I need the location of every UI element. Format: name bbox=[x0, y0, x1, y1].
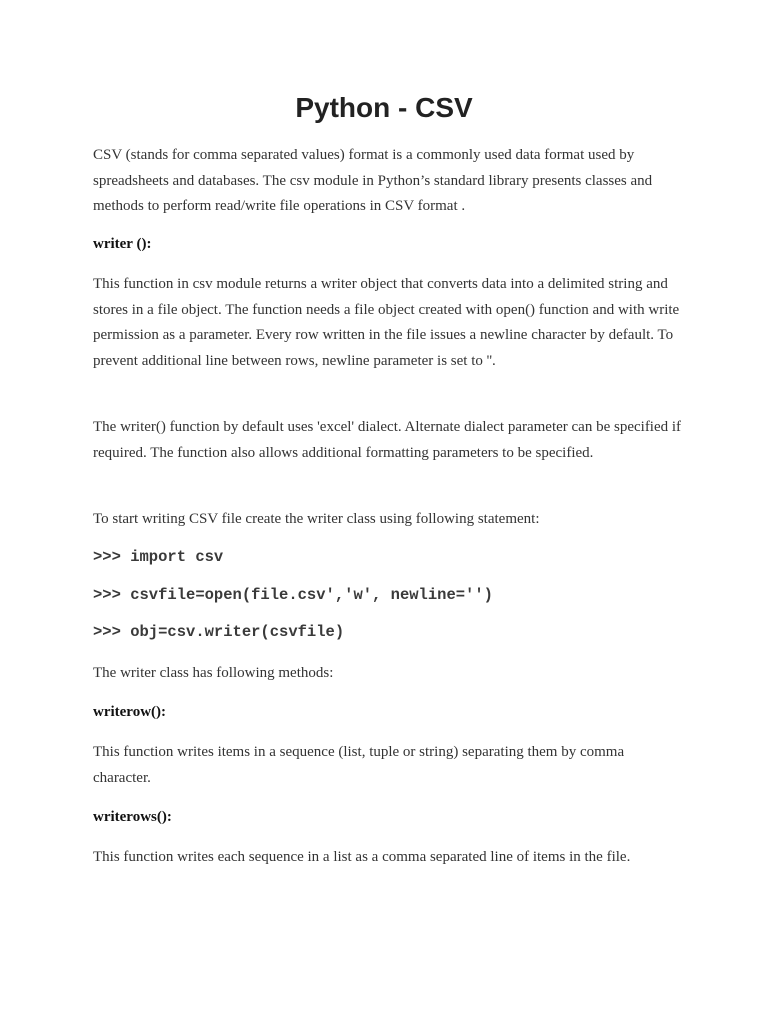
methods-paragraph: The writer class has following methods: bbox=[93, 665, 334, 681]
dialect-paragraph: The writer() function by default uses 'excel' dialect. Alternate dialect parameter can be specified if required. The function also allows additional formatting parameters to be specified. bbox=[93, 419, 682, 461]
start-writing-paragraph: To start writing CSV file create the writer class using following statement: bbox=[93, 511, 540, 527]
code-line: >>> csvfile=open(file.csv','w', newline='') bbox=[93, 586, 493, 604]
writerows-heading: writerows(): bbox=[93, 809, 172, 825]
writer-description: This function in csv module returns a writer object that converts data into a delimited string and stores in a file object. The function needs a file object created with open() function and with write permission as a parameter. Every row written in the file issues a newline character by default. To prevent additional line between rows, newline parameter is set to ''. bbox=[93, 276, 680, 369]
writerow-description: This function writes items in a sequence (list, tuple or string) separating them by comma character. bbox=[93, 744, 625, 786]
code-line: >>> import csv bbox=[93, 548, 224, 566]
page-title: Python - CSV bbox=[295, 92, 473, 123]
intro-paragraph: CSV (stands for comma separated values) format is a commonly used data format used by spreadsheets and databases. The csv module in Python’s standard library presents classes and methods to perform read/write file operations in CSV format . bbox=[93, 147, 653, 214]
code-line: >>> obj=csv.writer(csvfile) bbox=[93, 623, 345, 641]
writerow-heading: writerow(): bbox=[93, 704, 167, 720]
writerows-description: This function writes each sequence in a list as a comma separated line of items in the file. bbox=[93, 849, 631, 865]
writer-heading: writer (): bbox=[93, 236, 152, 252]
